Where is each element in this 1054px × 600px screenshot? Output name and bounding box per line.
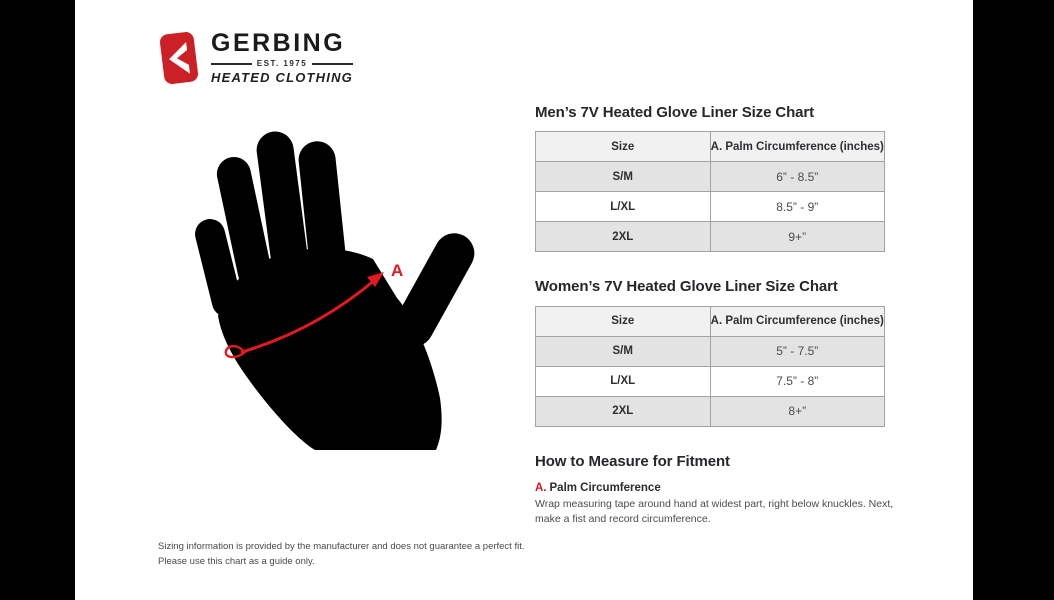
how-to-measure-title: How to Measure for Fitment: [535, 452, 730, 470]
womens-size-table: [535, 306, 885, 427]
size-value: S/M: [536, 162, 711, 192]
hand-silhouette: [180, 128, 480, 463]
disclaimer-line-1: Sizing information is provided by the manufacturer and does not guarantee a perfect fit.: [158, 541, 525, 552]
table-row: [536, 396, 885, 426]
brand-name: GERBING: [211, 29, 346, 57]
est-right-rule: [312, 63, 353, 65]
est-left-rule: [211, 63, 252, 65]
table-row: [536, 366, 885, 396]
circumference-value: 8.5” - 9”: [710, 192, 885, 222]
mens-chart-title: Men’s 7V Heated Glove Liner Size Chart: [535, 104, 815, 121]
brand-established: EST. 1975: [256, 59, 308, 68]
size-value: L/XL: [536, 366, 711, 396]
sizing-disclaimer: [158, 540, 525, 569]
gerbing-g-arrow-icon: [155, 30, 203, 86]
table-row: [536, 336, 885, 366]
column-header-circumference: A. Palm Circumference (inches): [710, 132, 885, 162]
letterbox-bar-left: [0, 0, 75, 600]
circumference-value: 5” - 7.5”: [710, 336, 885, 366]
circumference-value: 6” - 8.5”: [710, 162, 885, 192]
circumference-value: 9+”: [710, 222, 885, 252]
hand-measurement-diagram: [180, 128, 480, 463]
circumference-value: 7.5” - 8”: [710, 366, 885, 396]
table-header-row: [536, 132, 885, 162]
column-header-size: Size: [536, 132, 711, 162]
column-header-circumference: A. Palm Circumference (inches): [710, 306, 885, 336]
measure-item-heading: [535, 482, 903, 494]
size-value: L/XL: [536, 192, 711, 222]
table-header-row: [536, 306, 885, 336]
measure-item-description: Wrap measuring tape around hand at widest part, right below knuckles. Next, make a fist and record circumference.: [535, 497, 894, 525]
table-row: [536, 162, 885, 192]
table-row: [536, 192, 885, 222]
measure-item-title: Palm Circumference: [549, 481, 661, 494]
mens-size-table: [535, 131, 885, 252]
letterbox-bar-right: [973, 0, 1054, 600]
gerbing-logo: [155, 30, 353, 86]
disclaimer-line-2: Please use this chart as a guide only.: [158, 555, 315, 567]
table-row: [536, 222, 885, 252]
womens-chart-title: Women’s 7V Heated Glove Liner Size Chart: [535, 278, 838, 296]
brand-tagline: HEATED CLOTHING: [211, 70, 353, 85]
size-value: 2XL: [536, 396, 711, 426]
circumference-value: 8+”: [710, 396, 885, 426]
measure-item-letter: A.: [535, 481, 547, 494]
size-chart-column: [535, 104, 903, 527]
brand-established-row: [211, 59, 353, 68]
size-value: 2XL: [536, 222, 711, 252]
size-value: S/M: [536, 336, 711, 366]
measurement-label-a: A: [391, 261, 404, 280]
column-header-size: Size: [536, 306, 711, 336]
logo-text-block: [211, 31, 353, 85]
